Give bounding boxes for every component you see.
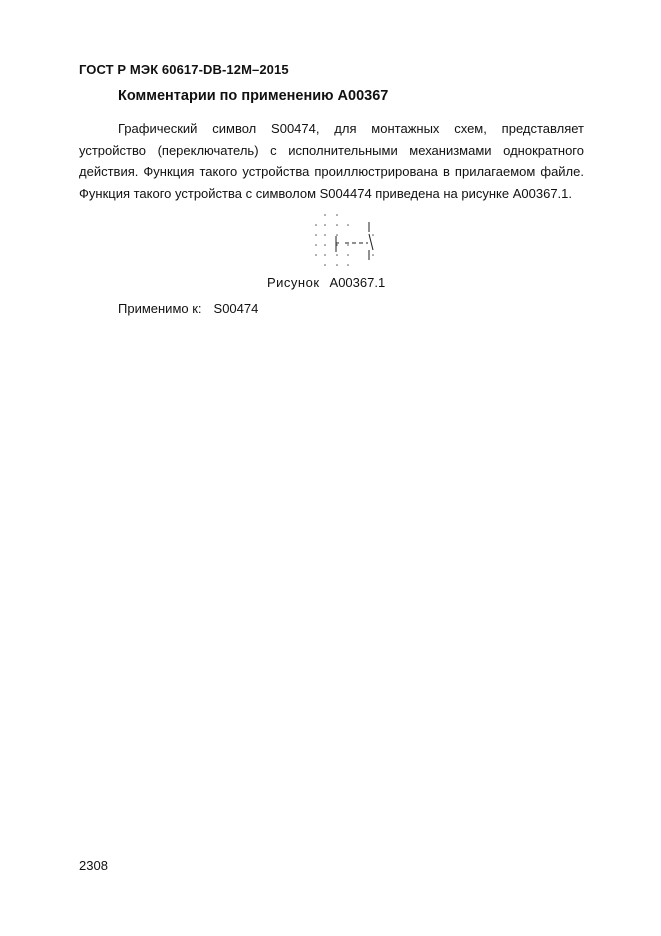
page-number: 2308 (79, 858, 108, 873)
figure-caption (267, 275, 385, 290)
caption-word: Рисунок (267, 275, 320, 290)
body-paragraph: Графический символ S00474, для монтажных схем, представляет устройство (переключатель) с исполнительными механизмами однократного действия. Функция такого устройства проиллюстрирована в прилагаемом файле. Функция такого устройства с символом S004474 приведена на рисунке A00367.1. (79, 121, 584, 201)
section-heading: Комментарии по применению A00367 (118, 88, 389, 104)
document-code: ГОСТ Р МЭК 60617-DB-12M–2015 (79, 62, 289, 77)
applicable-to (118, 301, 258, 316)
caption-number: A00367.1 (329, 275, 386, 290)
switch-symbol-icon (308, 212, 388, 274)
applicable-value: S00474 (213, 301, 259, 316)
grid-dots (315, 214, 374, 266)
switch-lines (336, 222, 373, 260)
applicable-label: Применимо к: (118, 301, 202, 316)
